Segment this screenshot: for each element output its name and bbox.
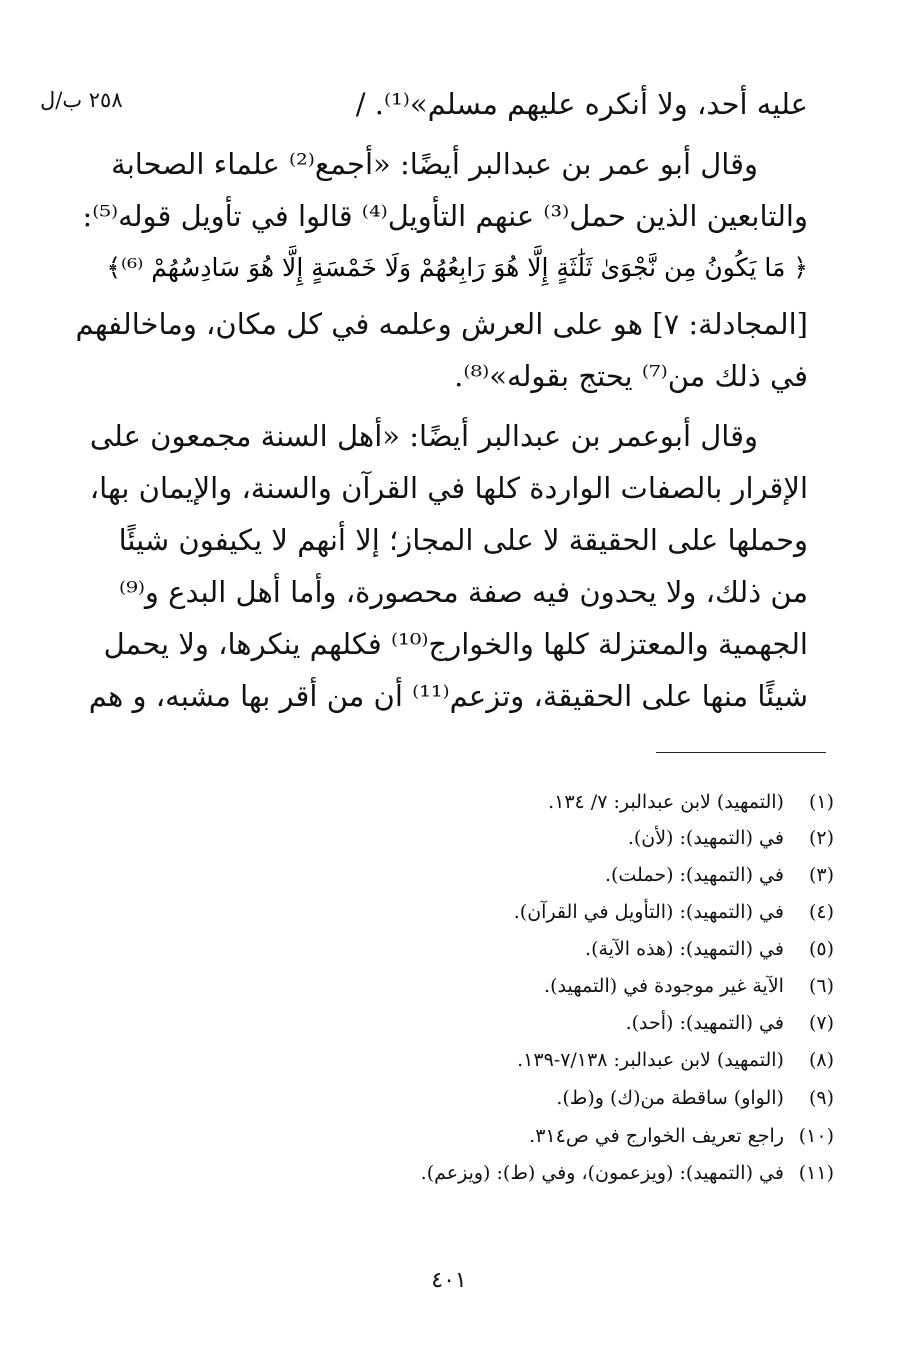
body-line-10: من ذلك، ولا يحدون فيه صفة محصورة، وأما أهل البدع و⁽⁹⁾ <box>119 575 808 609</box>
footnote-number: (٩) <box>808 1087 834 1109</box>
footnote-text: (التمهيد) لابن عبدالبر: ٧/ ١٣٤. <box>548 791 784 813</box>
footnote-text: في (التمهيد): (التأويل في القرآن). <box>513 901 784 923</box>
footnote-text: (الواو) ساقطة من(ك) و(ط). <box>556 1087 784 1109</box>
footnote-text: (التمهيد) لابن عبدالبر: ٧/١٣٨-١٣٩. <box>517 1049 784 1071</box>
manuscript-reference: ٢٥٨ ب/ل <box>40 88 123 112</box>
footnote-number: (٣) <box>808 864 834 886</box>
footnote-5 <box>585 936 834 962</box>
footnote-text: في (التمهيد): (حملت). <box>604 864 784 886</box>
footnote-8 <box>517 1047 834 1073</box>
body-line-6: في ذلك من⁽⁷⁾ يحتج بقوله»⁽⁸⁾. <box>454 359 808 393</box>
footnote-text: في (التمهيد): (لأن). <box>627 827 784 849</box>
body-line-7: وقال أبوعمر بن عبدالبر أيضًا: «أهل السنة مجمعون على <box>89 419 758 453</box>
footnote-number: (٥) <box>808 938 834 960</box>
footnote-number: (٧) <box>808 1012 834 1034</box>
quran-verse: ﴿ مَا يَكُونُ مِن نَّجْوَىٰ ثَلَٰثَةٍ إِلَّا هُوَ رَابِعُهُمْ وَلَا خَمْسَةٍ إِلَّا هُوَ سَادِسُهُمْ ⁽⁶⁾﴾ <box>106 253 808 282</box>
body-line-3: والتابعين الذين حمل⁽³⁾ عنهم التأويل⁽⁴⁾ قالوا في تأويل قوله⁽⁵⁾: <box>82 199 808 233</box>
footnote-2 <box>628 825 834 851</box>
footnote-number: (٤) <box>808 901 834 923</box>
body-line-9: وحملها على الحقيقة لا على المجاز؛ إلا أنهم لا يكيفون شيئًا <box>118 523 808 557</box>
body-line-12: شيئًا منها على الحقيقة، وتزعم⁽¹¹⁾ أن من أقر بها مشبه، و هم <box>88 679 808 713</box>
footnote-separator <box>656 752 826 753</box>
footnote-3 <box>605 862 834 888</box>
footnote-1 <box>548 789 834 815</box>
body-line-1: عليه أحد، ولا أنكره عليهم مسلم»⁽¹⁾. / <box>355 87 808 121</box>
footnote-7 <box>626 1010 834 1036</box>
page-number: ٤٠١ <box>431 1268 467 1293</box>
footnote-number: (١٠) <box>798 1125 834 1147</box>
body-line-5: [المجادلة: ٧] هو على العرش وعلمه في كل مكان، وماخالفهم <box>75 307 808 341</box>
footnote-text: في (التمهيد): (أحد). <box>625 1012 784 1034</box>
footnote-number: (١) <box>808 791 834 813</box>
footnote-9 <box>556 1085 834 1111</box>
footnote-number: (١١) <box>798 1162 834 1184</box>
footnote-number: (٢) <box>808 827 834 849</box>
footnote-text: في (التمهيد): (هذه الآية). <box>585 938 784 960</box>
footnote-text: راجع تعريف الخوارج في ص٣١٤. <box>529 1125 784 1147</box>
body-line-11: الجهمية والمعتزلة كلها والخوارج⁽¹⁰⁾ فكلهم ينكرها، ولا يحمل <box>103 627 808 661</box>
footnote-6 <box>544 973 834 999</box>
footnote-number: (٦) <box>808 975 834 997</box>
footnote-10 <box>529 1123 834 1149</box>
footnote-text: في (التمهيد): (ويزعمون)، وفي (ط): (ويزعم). <box>420 1162 784 1184</box>
footnote-4 <box>514 899 834 925</box>
footnote-text: الآية غير موجودة في (التمهيد). <box>544 975 784 997</box>
footnote-11 <box>421 1160 834 1186</box>
body-line-8: الإقرار بالصفات الواردة كلها في القرآن والسنة، والإيمان بها، <box>89 471 808 505</box>
footnote-number: (٨) <box>808 1049 834 1071</box>
body-line-2: وقال أبو عمر بن عبدالبر أيضًا: «أجمع⁽²⁾ علماء الصحابة <box>111 147 758 181</box>
